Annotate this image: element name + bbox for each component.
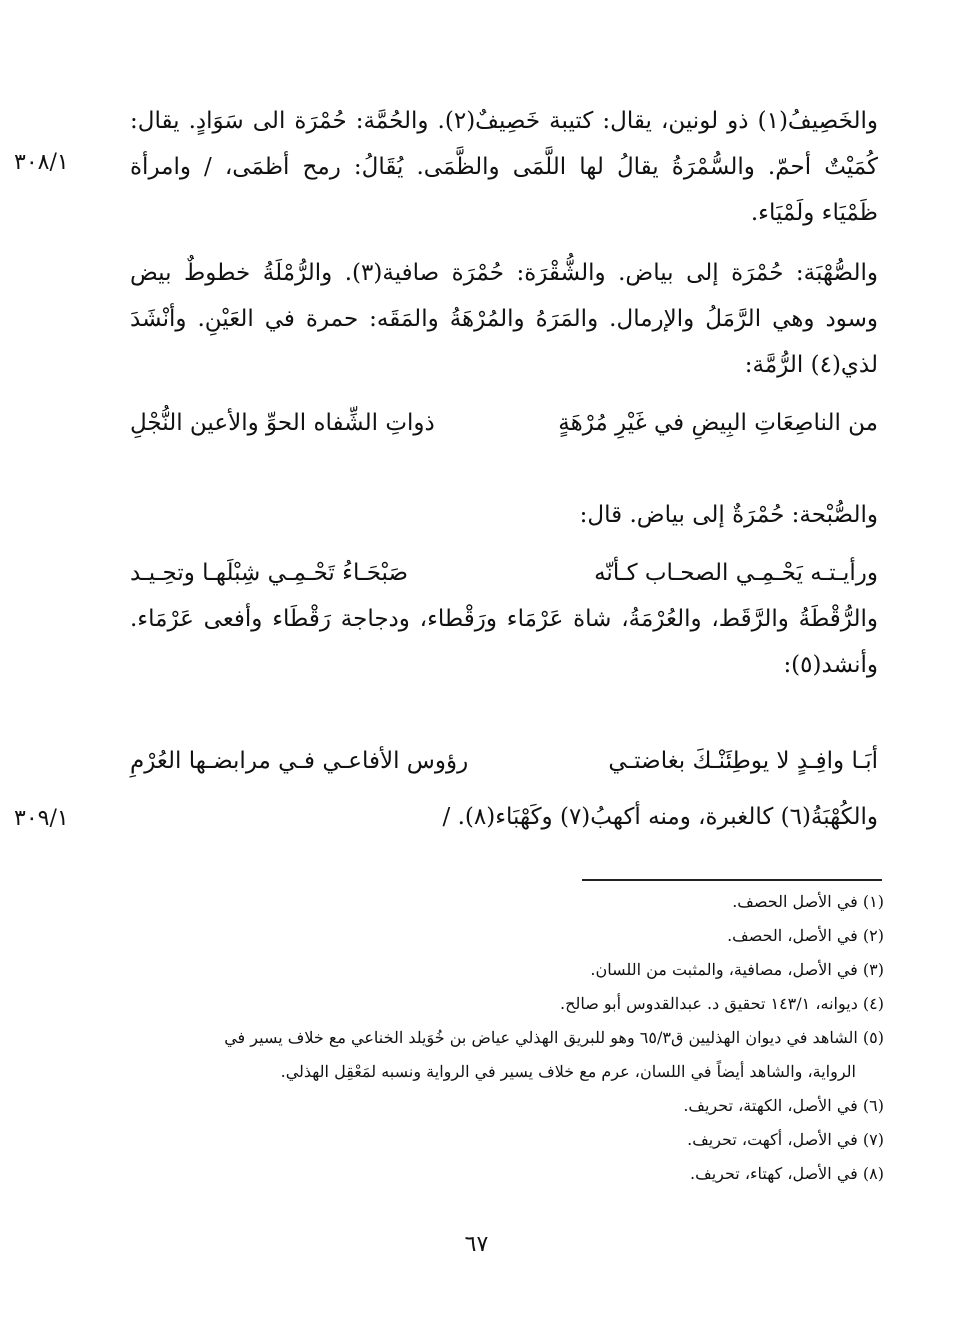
verse-first-hemistich: من الناصِعَاتِ البِيضِ في غَيْرِ مُرْهَةٍ	[558, 410, 878, 436]
verse-second-hemistich: ذواتِ الشِّفاه الحوِّ والأعين النُّجْلِ	[130, 410, 435, 436]
margin-reference: ٣٠٩/١	[14, 806, 69, 831]
footnote: (٣) في الأصل، مصافية، والمثبت من اللسان.	[590, 960, 884, 979]
footnotes	[140, 885, 884, 1191]
paragraph-text: والرُّقْطَةُ والرَّقَط، والعُرْمَةُ، شاة عَرْمَاء ورَقْطاء، ودجاجة رَقْطَاء وأفعى عَرْمَاء. وأنشد(٥):	[130, 606, 878, 678]
verse-second-hemistich: صَبْحَـاءُ تَحْـمِـي شِبْلَهـا وتحِـيـد	[130, 560, 409, 586]
paragraph-kuhba	[130, 794, 878, 840]
verse-line	[130, 550, 878, 596]
footnote: (٨) في الأصل، كهتاء، تحريف.	[690, 1164, 884, 1183]
margin-reference: ٣٠٨/١	[14, 150, 69, 175]
verse-first-hemistich: ورأيـتـه يَحْـمِـي الصحـاب كـأنّه	[594, 560, 878, 586]
page-number: ٦٧	[464, 1232, 489, 1257]
paragraph-suhba	[130, 250, 878, 388]
footnote: (٥) الشاهد في ديوان الهذليين ق٦٥/٣ وهو للبريق الهذلي عياض بن خُوَيلد الخناعي مع خلاف يسير في	[224, 1028, 884, 1047]
verse-second-hemistich: رؤوس الأفاعـي فـي مرابضـها العُرْمِ	[130, 748, 469, 774]
footnote: (١) في الأصل الحصف.	[732, 892, 884, 911]
footnote-divider	[582, 879, 882, 881]
paragraph-ruqta	[130, 596, 878, 688]
footnote: (٧) في الأصل، أكهت، تحريف.	[687, 1130, 884, 1149]
verse-line	[130, 738, 878, 784]
paragraph-text: والخَصِيفُ(١) ذو لونين، يقال: كتيبة خَصِيفٌ(٢). والحُمَّة: حُمْرَة الى سَوَادٍ. يقال: كُمَيْتٌ أحمّ. والسُّمْرَةُ يقالُ لها اللَّمَى والظَّمَى. يُقَالُ: رمح أظمَى، / وامرأة ظَمْيَاء ولَمْيَاء.	[130, 108, 878, 226]
footnote: (٦) في الأصل، الكهتة، تحريف.	[683, 1096, 884, 1115]
paragraph-khasif	[130, 98, 878, 236]
verse-first-hemistich: أبَـا وافِـدٍ لا يوطِئَنْـكَ بغاضتـي	[608, 748, 878, 774]
paragraph-text: والكُهْبَةُ(٦) كالغبرة، ومنه أكهبُ(٧) وكَهْبَاء(٨). /	[442, 804, 878, 830]
paragraph-text: والصُّهْبَة: حُمْرَة إلى بياض. والشُّقْرَة: حُمْرَة صافية(٣). والرُّمْلَةُ خطوطٌ بيض وسود وهي الرَّمَلُ والإرمال. والمَرَهُ والمُرْهَةُ والمَقَه: حمرة في العَيْنِ. وأنْشَدَ لذي(٤) الرُّمَّة:	[130, 260, 878, 378]
footnote-continuation: الرواية، والشاهد أيضاً في اللسان، عرم مع خلاف يسير في الرواية ونسبه لمَعْقِل الهذلي.	[280, 1062, 856, 1081]
paragraph-subha	[130, 492, 878, 538]
footnote: (٢) في الأصل، الحصف.	[727, 926, 884, 945]
verse-line	[130, 400, 878, 446]
footnote: (٤) ديوانه، ١٤٣/١ تحقيق د. عبدالقدوس أبو صالح.	[560, 994, 884, 1013]
paragraph-text: والصُّبْحة: حُمْرَةٌ إلى بياض. قال:	[579, 502, 878, 528]
